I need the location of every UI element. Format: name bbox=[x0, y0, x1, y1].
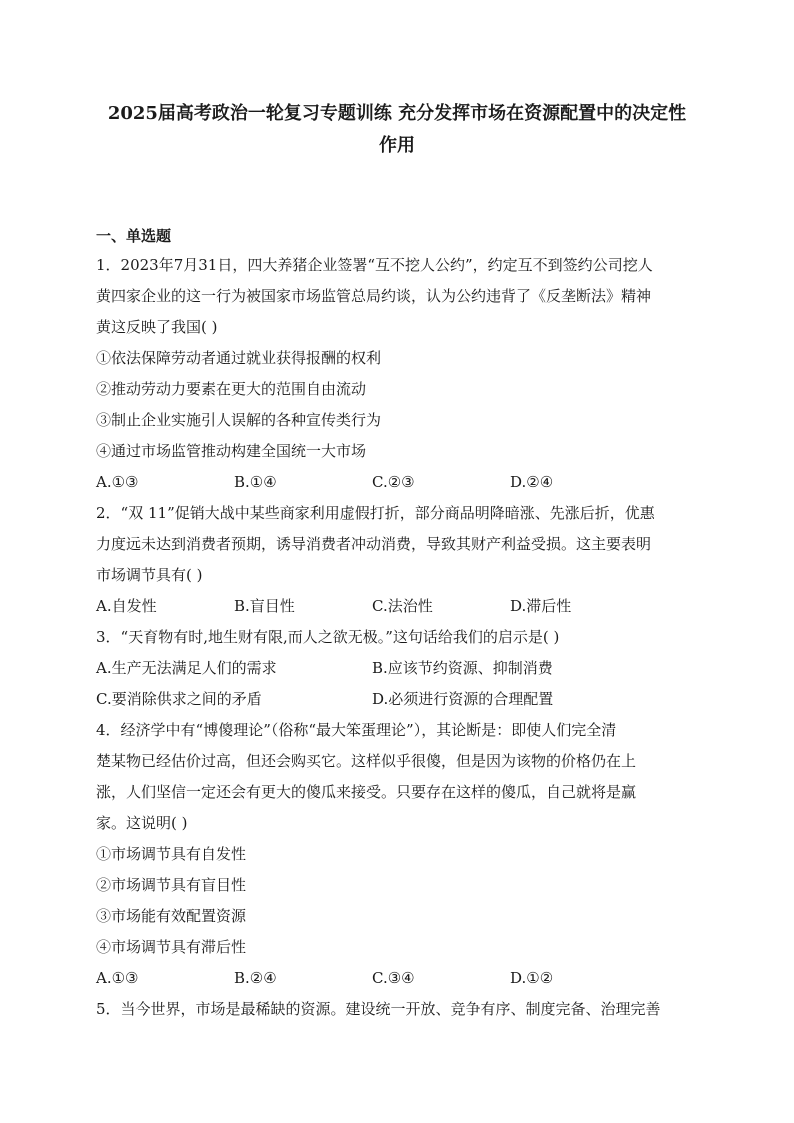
option-d: D.②④ bbox=[510, 473, 554, 491]
statement-item: ①依法保障劳动者通过就业获得报酬的权利 bbox=[96, 349, 382, 367]
option-c: C.②③ bbox=[372, 473, 415, 491]
question-2 bbox=[96, 498, 698, 622]
question-list bbox=[96, 222, 698, 1025]
question-1 bbox=[96, 250, 698, 498]
title-line-1: 2025届高考政治一轮复习专题训练 充分发挥市场在资源配置中的决定性 bbox=[107, 103, 687, 124]
option-b: B.盲目性 bbox=[234, 597, 295, 615]
statement-item: ①市场调节具有自发性 bbox=[96, 845, 247, 863]
statement-item: ④通过市场监管推动构建全国统一大市场 bbox=[96, 442, 367, 460]
question-stem-line: 2．“双 11”促销大战中某些商家利用虚假打折，部分商品明降暗涨、先涨后折，优惠 bbox=[96, 504, 655, 522]
question-3 bbox=[96, 622, 698, 715]
option-c: C.要消除供求之间的矛盾 bbox=[96, 690, 262, 708]
option-a: A.①③ bbox=[96, 473, 139, 491]
answer-options bbox=[96, 963, 698, 994]
question-stem-line: 黄四家企业的这一行为被国家市场监管总局约谈，认为公约违背了《反垄断法》精神 bbox=[96, 287, 652, 305]
question-5 bbox=[96, 994, 698, 1025]
option-a: A.①③ bbox=[96, 969, 139, 987]
answer-options bbox=[96, 467, 698, 498]
option-a: A.自发性 bbox=[96, 597, 157, 615]
option-d: D.①② bbox=[510, 969, 554, 987]
question-stem-line: 楚某物已经估价过高，但还会购买它。这样似乎很傻，但是因为该物的价格仍在上 bbox=[96, 752, 637, 770]
statement-item: ④市场调节具有滞后性 bbox=[96, 938, 247, 956]
question-stem-line: 黄这反映了我国( ) bbox=[96, 318, 218, 336]
question-stem-line: 3．“天育物有时,地生财有限,而人之欲无极。”这句话给我们的启示是( ) bbox=[96, 628, 560, 646]
title-line-2: 作用 bbox=[379, 135, 415, 156]
option-b: B.应该节约资源、抑制消费 bbox=[372, 659, 553, 677]
section-heading: 一、单选题 bbox=[96, 227, 172, 245]
answer-options bbox=[96, 684, 698, 715]
option-c: C.③④ bbox=[372, 969, 415, 987]
question-4 bbox=[96, 715, 698, 994]
question-stem-line: 5．当今世界，市场是最稀缺的资源。建设统一开放、竞争有序、制度完备、治理完善 bbox=[96, 1000, 661, 1018]
option-c: C.法治性 bbox=[372, 597, 433, 615]
question-stem-line: 涨，人们坚信一定还会有更大的傻瓜来接受。只要存在这样的傻瓜，自己就将是赢 bbox=[96, 783, 637, 801]
question-stem-line: 1．2023年7月31日，四大养猪企业签署“互不挖人公约”，约定互不到签约公司挖人 bbox=[96, 256, 653, 274]
document-title bbox=[80, 98, 714, 162]
question-stem-line: 4．经济学中有“博傻理论”（俗称“最大笨蛋理论”），其论断是：即使人们完全清 bbox=[96, 721, 617, 739]
answer-options bbox=[96, 591, 698, 622]
statement-item: ③制止企业实施引人误解的各种宣传类行为 bbox=[96, 411, 382, 429]
option-b: B.②④ bbox=[234, 969, 277, 987]
statement-item: ②市场调节具有盲目性 bbox=[96, 876, 247, 894]
statement-item: ③市场能有效配置资源 bbox=[96, 907, 247, 925]
option-d: D.滞后性 bbox=[510, 597, 572, 615]
statement-item: ②推动劳动力要素在更大的范围自由流动 bbox=[96, 380, 367, 398]
option-d: D.必须进行资源的合理配置 bbox=[372, 690, 554, 708]
option-b: B.①④ bbox=[234, 473, 277, 491]
answer-options bbox=[96, 653, 698, 684]
question-stem-line: 力度远未达到消费者预期，诱导消费者冲动消费，导致其财产利益受损。这主要表明 bbox=[96, 535, 652, 553]
question-stem-line: 市场调节具有( ) bbox=[96, 566, 203, 584]
question-stem-line: 家。这说明( ) bbox=[96, 814, 188, 832]
option-a: A.生产无法满足人们的需求 bbox=[96, 659, 277, 677]
